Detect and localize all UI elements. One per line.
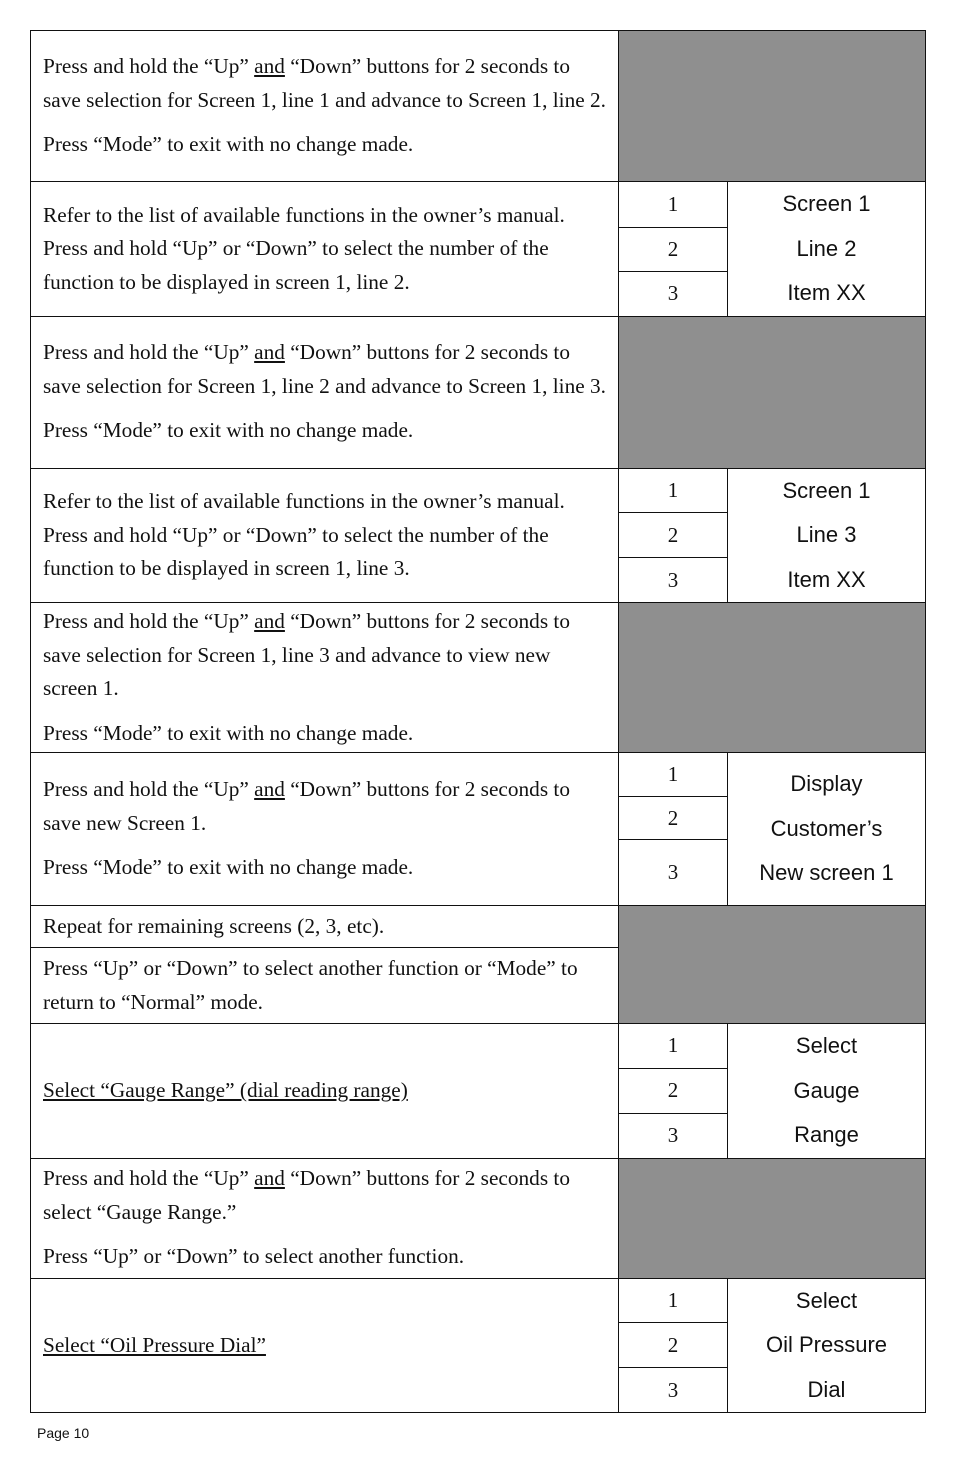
table-row (31, 468, 926, 513)
display-line-number: 1 (619, 182, 728, 228)
display-line-number: 2 (619, 513, 728, 558)
instruction-paragraph: Press “Mode” to exit with no change made. (43, 132, 414, 157)
instruction-table (30, 30, 926, 1413)
display-line-number: 3 (619, 840, 728, 906)
display-placeholder-shaded (619, 906, 926, 1024)
display-line-number: 1 (619, 1024, 728, 1069)
table-row (31, 182, 926, 228)
table-row (31, 1278, 926, 1323)
display-line-text: Item XX (787, 566, 866, 592)
display-line-text: Screen 1 (782, 477, 871, 503)
step-description (31, 1158, 619, 1278)
page-number: Page 10 (37, 1425, 90, 1441)
display-line-number: 2 (619, 1323, 728, 1368)
display-line-text: Range (794, 1122, 859, 1147)
display-line-number: 2 (619, 227, 728, 271)
display-line-text: Screen 1 (782, 191, 871, 216)
display-readout (728, 1278, 926, 1413)
display-line-number: 1 (619, 1278, 728, 1323)
table-row (31, 31, 926, 182)
display-placeholder-shaded (619, 316, 926, 468)
display-line-number: 3 (619, 272, 728, 317)
display-line-text: Line 3 (796, 522, 857, 547)
section-heading-oil-pressure-dial: Select “Oil Pressure Dial” (31, 1278, 619, 1413)
display-line-text: Select (795, 1033, 858, 1058)
display-line-text: Display (790, 771, 863, 797)
display-placeholder-shaded (619, 1158, 926, 1278)
instruction-paragraph: Press and hold the “Up” and “Down” buttons for 2 seconds to select “Gauge Range.” (43, 1166, 571, 1224)
section-heading-gauge-range: Select “Gauge Range” (dial reading range) (31, 1024, 619, 1159)
step-description: Repeat for remaining screens (2, 3, etc). (31, 906, 619, 948)
instruction-paragraph: Press “Up” or “Down” to select another function. (43, 1244, 465, 1269)
display-readout (728, 182, 926, 317)
display-line-number: 1 (619, 753, 728, 797)
step-description (31, 753, 619, 906)
display-line-text: Line 2 (796, 235, 857, 261)
display-line-number: 1 (619, 468, 728, 513)
table-row (31, 1158, 926, 1278)
display-line-text: Select (795, 1287, 858, 1313)
step-description (31, 31, 619, 182)
display-line-number: 3 (619, 558, 728, 603)
table-row (31, 906, 926, 948)
instruction-paragraph: Press and hold the “Up” and “Down” buttons for 2 seconds to save new Screen 1. (43, 777, 571, 835)
instruction-paragraph: Press and hold the “Up” and “Down” buttons for 2 seconds to save selection for Screen 1, line 2 and advance to Screen 1, line 3. (43, 340, 606, 398)
display-readout (728, 753, 926, 906)
display-readout (728, 1024, 926, 1159)
display-line-text: New screen 1 (759, 860, 894, 886)
instruction-paragraph: Press “Mode” to exit with no change made. (43, 855, 414, 880)
display-line-text: Oil Pressure (765, 1332, 888, 1357)
step-description (31, 316, 619, 468)
display-line-text: Item XX (787, 280, 866, 305)
display-line-number: 3 (619, 1368, 728, 1413)
display-placeholder-shaded (619, 603, 926, 753)
instruction-paragraph: Press “Mode” to exit with no change made. (43, 418, 414, 443)
step-description: Press “Up” or “Down” to select another function or “Mode” to return to “Normal” mode. (31, 948, 619, 1024)
display-line-number: 3 (619, 1113, 728, 1158)
display-line-number: 2 (619, 1068, 728, 1113)
display-line-text: Dial (807, 1376, 846, 1402)
step-description: Refer to the list of available functions in the owner’s manual. Press and hold “Up” or “Down” to select the number of the function to be displayed in screen 1, line 3. (31, 468, 619, 603)
table-row (31, 1024, 926, 1069)
display-line-text: Gauge (793, 1077, 860, 1103)
instruction-paragraph: Press and hold the “Up” and “Down” buttons for 2 seconds to save selection for Screen 1, line 1 and advance to Screen 1, line 2. (43, 54, 606, 112)
display-readout (728, 468, 926, 603)
step-description: Refer to the list of available functions in the owner’s manual. Press and hold “Up” or “Down” to select the number of the function to be displayed in screen 1, line 2. (31, 182, 619, 317)
instruction-paragraph: Press “Mode” to exit with no change made. (43, 720, 414, 745)
display-line-number: 2 (619, 797, 728, 840)
table-row (31, 603, 926, 753)
instruction-paragraph: Press and hold the “Up” and “Down” buttons for 2 seconds to save selection for Screen 1, line 3 and advance to view new screen 1. (43, 609, 571, 700)
display-line-text: Customer’s (770, 815, 883, 841)
step-description (31, 603, 619, 753)
display-placeholder-shaded (619, 31, 926, 182)
table-row (31, 316, 926, 468)
table-row (31, 753, 926, 797)
